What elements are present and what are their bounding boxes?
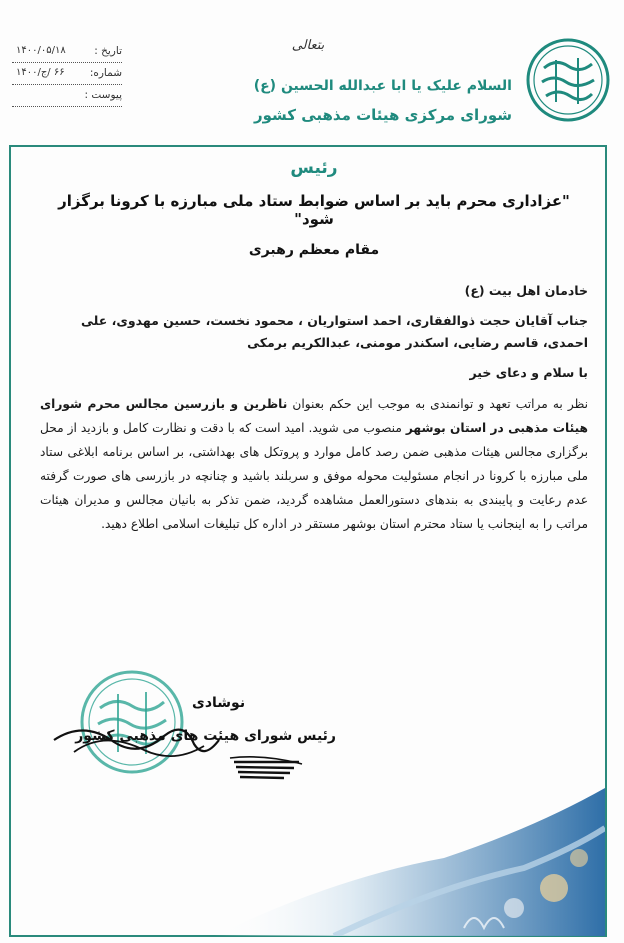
attachment-label: پیوست :: [84, 89, 122, 101]
attachment-row: [12, 88, 122, 107]
number-value: ۶۶ /ج/۱۴۰۰: [16, 67, 65, 78]
recipient-title: رئیس: [290, 158, 338, 178]
greeting-line: با سلام و دعای خیر: [469, 365, 588, 380]
signatory-name: نوشادی: [192, 695, 246, 711]
handwritten-signature-icon: [44, 700, 314, 790]
decorative-tile-icon: [214, 788, 605, 936]
letter-paragraph: [40, 392, 588, 536]
addressee-title: خادمان اهل بیت (ع): [464, 283, 588, 298]
paragraph-part-2: منصوب می شوید. امید است که با دقت و نظارت کامل و بازدید از محل برگزاری مجالس هیئات مذهبی ضمن رصد کامل موارد و پروتکل های بهداشتی، بر اساس برنامه ابلاغی ستاد ملی مبارزه با کرونا در انجام مسئولیت محوله موفق و سربلند باشید و چنانچه در بازرسی های صورت گرفته عدم رعایت و پایبندی به بندهای دستورالعمل مشاهده گردید، ضمن تذکر به بانیان مجالس و مدیران هیئات مراتب را به اینجانب یا ستاد محترم استان بوشهر مستقر در اداره کل تبلیغات اسلامی اطلاع دهید.: [40, 421, 588, 531]
number-label: شماره:: [89, 67, 122, 79]
quote-text: "عزاداری محرم باید بر اساس ضوابط ستاد ملی مبارزه با کرونا برگزار شود": [58, 192, 570, 228]
paragraph-bold-part: ناظرین و بازرسین مجالس محرم شورای هیئات مذهبی در استان بوشهر: [40, 397, 588, 435]
quote-author: مقام معظم رهبری: [248, 242, 380, 258]
letter-body: [40, 158, 588, 536]
date-row: [12, 44, 122, 63]
bismillah-text: بتعالی: [291, 38, 325, 53]
council-logo-icon: [526, 38, 610, 122]
letter-meta: [12, 44, 122, 110]
number-row: [12, 66, 122, 85]
salutation-line: السلام علیک یا ابا عبدالله الحسین (ع): [253, 78, 512, 94]
signatory-title: رئیس شورای هیئت های مذهبی کشور: [75, 728, 336, 744]
date-value: ۱۴۰۰/۰۵/۱۸: [16, 45, 66, 56]
date-label: تاریخ :: [94, 45, 122, 57]
paragraph-part-1: نظر به مراتب تعهد و توانمندی به موجب این حکم بعنوان: [287, 397, 589, 411]
organization-name: شورای مرکزی هیئات مذهبی کشور: [253, 106, 512, 124]
addressee-names: جناب آقایان حجت ذوالفقاری، احمد استواریان ، محمود نخست، حسین مهدوی، علی احمدی، قاسم رضایی، اسکندر مومنی، عبدالکریم برمکی: [81, 313, 588, 350]
